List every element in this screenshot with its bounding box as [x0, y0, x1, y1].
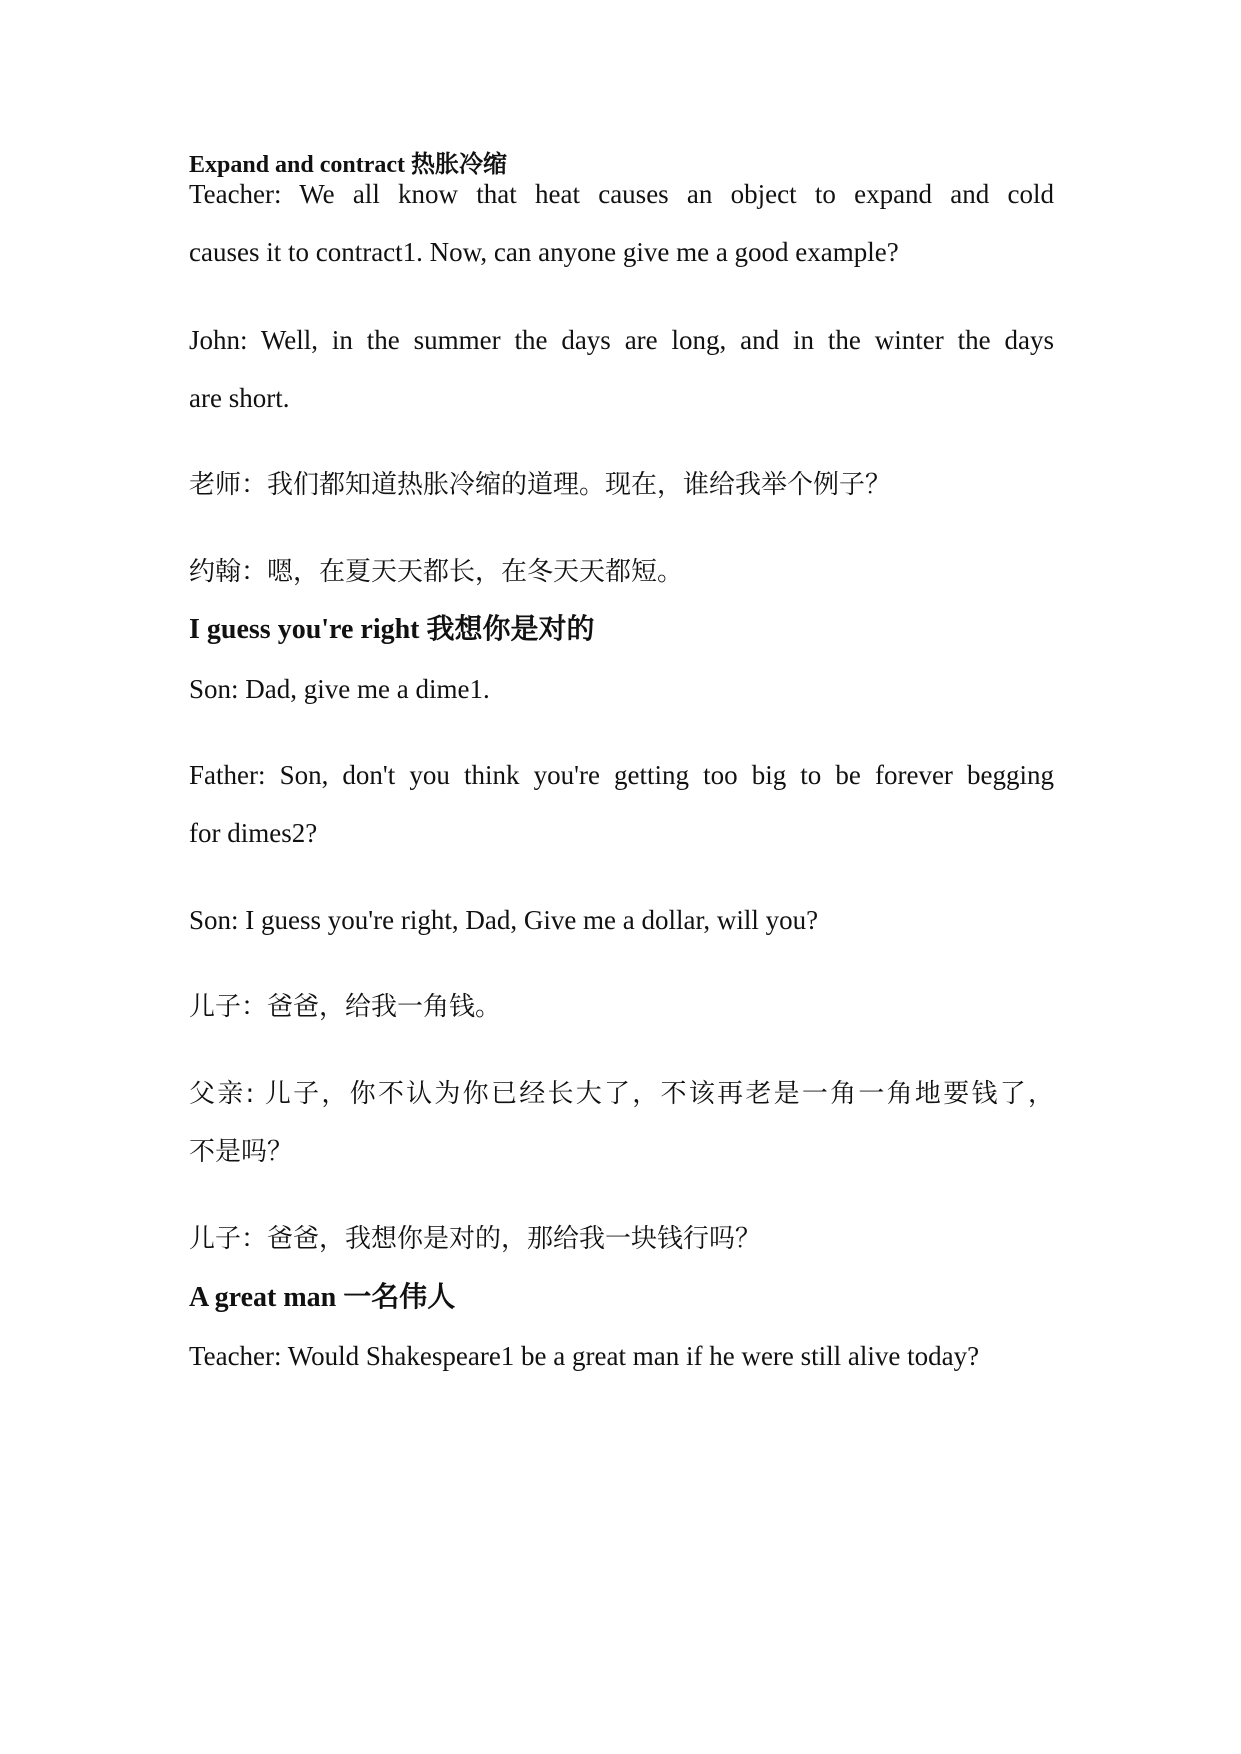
paragraph-line-chinese: 父亲: 儿子，你不认为你已经长大了，不该再老是一角一角地要钱了， [189, 1079, 1054, 1109]
paragraph-line: Father: Son, don't you think you're getting too big to be forever begging [189, 760, 1054, 790]
paragraph-line-chinese: 不是吗？ [189, 1137, 294, 1167]
paragraph-line: Teacher: We all know that heat causes an object to expand and cold [189, 179, 1054, 209]
paragraph-line-chinese: 老师：我们都知道热胀冷缩的道理。现在，谁给我举个例子？ [189, 470, 892, 500]
section-title-guess-right: I guess you're right 我想你是对的 [189, 614, 595, 645]
paragraph-line: Son: Dad, give me a dime1. [189, 674, 490, 704]
paragraph-line-chinese: 约翰：嗯，在夏天天都长，在冬天天都短。 [189, 557, 684, 587]
paragraph-line: Teacher: Would Shakespeare1 be a great man if he were still alive today? [189, 1341, 980, 1371]
paragraph-line: John: Well, in the summer the days are long, and in the winter the days [189, 325, 1054, 355]
section-title-expand-contract: Expand and contract 热胀冷缩 [189, 152, 508, 178]
paragraph-line: Son: I guess you're right, Dad, Give me a dollar, will you? [189, 905, 819, 935]
paragraph-line-chinese: 儿子：爸爸，给我一角钱。 [189, 992, 502, 1022]
paragraph-line: are short. [189, 383, 290, 413]
paragraph-line: causes it to contract1. Now, can anyone give me a good example? [189, 237, 899, 267]
paragraph-line-chinese: 儿子：爸爸，我想你是对的，那给我一块钱行吗？ [189, 1224, 762, 1254]
paragraph-line: for dimes2? [189, 818, 318, 848]
section-title-great-man: A great man 一名伟人 [189, 1282, 456, 1313]
